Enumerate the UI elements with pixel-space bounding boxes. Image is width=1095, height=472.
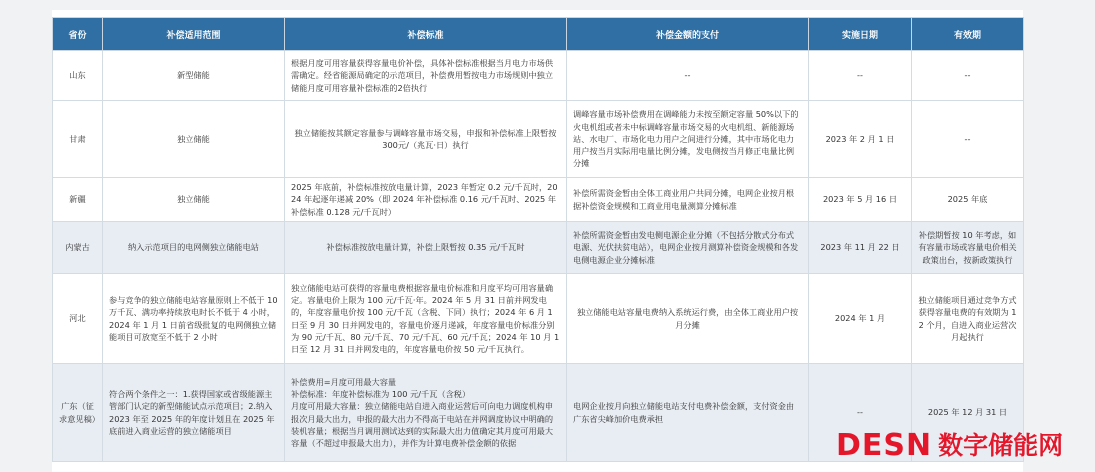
table-row (53, 101, 1024, 178)
cell-scope: 符合两个条件之一：1.获得国家或省级能源主管部门认定的新型储能试点示范项目；2.纳入 2023 年至 2025 年的年度计划且在 2025 年底前进入商业运营的独立储能项目 (103, 364, 285, 462)
cell-standard: 独立储能电站可获得的容量电费根据容量电价标准和月度平均可用容量确定。容量电价上限为 100 元/千瓦·年。2024 年 5 月 31 日前并网发电的，年度容量电价按 100 元/千瓦（含税、下同）执行；2024 年 6 月 1 日至 9 月 30 日并网发电的，容量电价逐月递减，年度容量电价标准分别为 90 元/千瓦、80 元/千瓦、70 元/千瓦、60 元/千瓦；2024 年 10 月 1 日至 12 月 31 日并网发电的，年度容量电价按 50 元/千瓦执行。 (285, 274, 567, 364)
site-watermark (836, 428, 1063, 464)
cell-payment: 电网企业按月向独立储能电站支付电费补偿金额，支付资金由广东省尖峰加价电费承担 (567, 364, 809, 462)
cell-province: 广东（征求意见稿） (53, 364, 103, 462)
cell-date: 2023 年 11 月 22 日 (809, 222, 912, 274)
cell-validity: 独立储能项目通过竞争方式获得容量电费的有效期为 12 个月，自进入商业运营次月起执行 (912, 274, 1024, 364)
header-date: 实施日期 (809, 18, 912, 51)
table-row (53, 178, 1024, 222)
cell-standard: 补偿标准按放电量计算，补偿上限暂按 0.35 元/千瓦时 (285, 222, 567, 274)
cell-validity: -- (912, 101, 1024, 178)
table-header-row (53, 18, 1024, 51)
watermark-site-name: 数字储能网 (938, 431, 1064, 460)
cell-payment: 调峰容量市场补偿费用在调峰能力未按至额定容量 50%以下的火电机组或者未中标调峰容量市场交易的火电机组、新能源场站、水电厂、市场化电力用户之间进行分摊，其中市场化电力用户按当月实际用电量比例分摊，发电侧按当月修正电量比例分摊 (567, 101, 809, 178)
cell-scope: 新型储能 (103, 51, 285, 101)
header-scope: 补偿适用范围 (103, 18, 285, 51)
cell-province: 山东 (53, 51, 103, 101)
cell-province: 内蒙古 (53, 222, 103, 274)
table-row (53, 222, 1024, 274)
cell-validity: -- (912, 51, 1024, 101)
cell-scope: 独立储能 (103, 178, 285, 222)
cell-payment: 补偿所需资金暂由全体工商业用户共同分摊，电网企业按月根据补偿资金规模和工商业用电量测算分摊标准 (567, 178, 809, 222)
cell-payment: 独立储能电站容量电费纳入系统运行费，由全体工商业用户按月分摊 (567, 274, 809, 364)
cell-province: 新疆 (53, 178, 103, 222)
compensation-policy-table (52, 17, 1024, 462)
cell-payment: -- (567, 51, 809, 101)
table-sheet (52, 10, 1023, 472)
cell-province: 甘肃 (53, 101, 103, 178)
cell-scope: 参与竞争的独立储能电站容量原则上不低于 10 万千瓦、满功率持续放电时长不低于 4 小时，2024 年 1 月 1 日前省级批复的电网侧独立储能项目可放宽至不低于 2 小时 (103, 274, 285, 364)
table-row (53, 51, 1024, 101)
cell-validity: 2025 年 12 月 31 日 (912, 364, 1024, 462)
table-row (53, 274, 1024, 364)
cell-date: 2023 年 5 月 16 日 (809, 178, 912, 222)
cell-validity: 2025 年底 (912, 178, 1024, 222)
cell-date: -- (809, 364, 912, 462)
cell-standard: 根据月度可用容量获得容量电价补偿，具体补偿标准根据当月电力市场供需确定。经省能源局确定的示范项目，补偿费用暂按电力市场规则中独立储能月度可用容量补偿标准的2倍执行 (285, 51, 567, 101)
header-payment: 补偿金额的支付 (567, 18, 809, 51)
cell-standard: 独立储能按其额定容量参与调峰容量市场交易，申报和补偿标准上限暂按 300元/（兆瓦·日）执行 (285, 101, 567, 178)
cell-province: 河北 (53, 274, 103, 364)
cell-standard: 2025 年底前，补偿标准按放电量计算，2023 年暂定 0.2 元/千瓦时，2024 年起逐年递减 20%（即 2024 年补偿标准 0.16 元/千瓦时、2025 年补偿标准 0.128 元/千瓦时） (285, 178, 567, 222)
watermark-logo-text: DESN (836, 428, 933, 463)
cell-date: 2024 年 1 月 (809, 274, 912, 364)
cell-validity: 补偿期暂按 10 年考虑，如有容量市场或容量电价相关政策出台，按新政策执行 (912, 222, 1024, 274)
header-standard: 补偿标准 (285, 18, 567, 51)
header-province: 省份 (53, 18, 103, 51)
cell-date: -- (809, 51, 912, 101)
header-validity: 有效期 (912, 18, 1024, 51)
cell-scope: 独立储能 (103, 101, 285, 178)
cell-date: 2023 年 2 月 1 日 (809, 101, 912, 178)
cell-standard: 补偿费用=月度可用最大容量 补偿标准：年度补偿标准为 100 元/千瓦（含税） 月度可用最大容量：独立储能电站自进入商业运营后可向电力调度机构申报次月最大出力，申报的最大出力不得高于电站在并网调度协议中明确的装机容量；根据当月调用测试达到的实际最大出力值确定其月度可用最大容量（不超过申报最大出力），并作为计算电费补偿金额的依据 (285, 364, 567, 462)
cell-scope: 纳入示范项目的电网侧独立储能电站 (103, 222, 285, 274)
cell-payment: 补偿所需资金暂由发电侧电源企业分摊（不包括分散式分布式电源、光伏扶贫电站），电网企业按月测算补偿资金规模和各发电侧电源企业分摊标准 (567, 222, 809, 274)
